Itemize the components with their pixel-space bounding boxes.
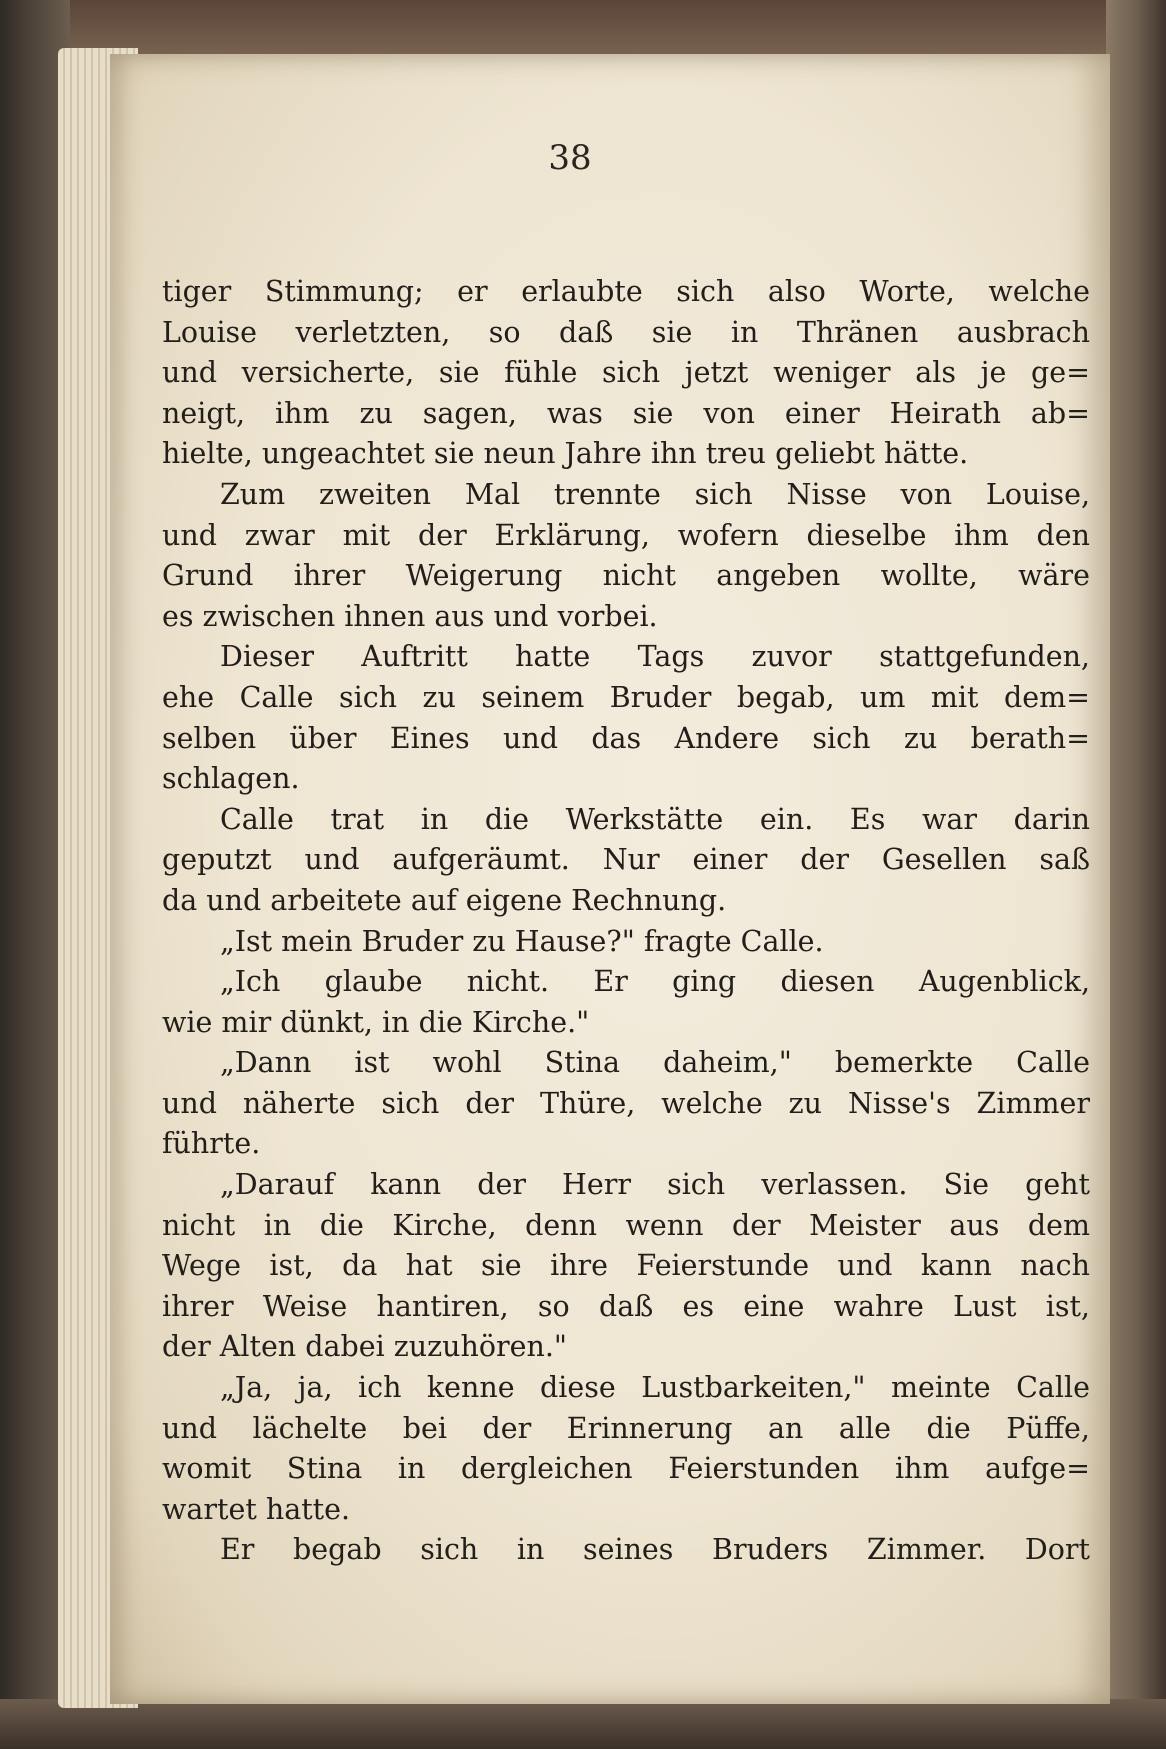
text-line: führte. — [162, 1127, 261, 1161]
text-line: und zwar mit der Erklärung, wofern dieselbe ihm den — [162, 518, 1090, 552]
book-cover-right — [1106, 0, 1166, 1749]
book-cover-top — [0, 0, 1166, 60]
text-line: Zum zweiten Mal trennte sich Nisse von Louise, — [220, 477, 1090, 511]
page-number: 38 — [548, 138, 592, 178]
text-line: Calle trat in die Werkstätte ein. Es war darin — [220, 802, 1090, 836]
text-line: selben über Eines und das Andere sich zu berath= — [162, 721, 1090, 755]
text-line: Louise verletzten, so daß sie in Thränen ausbrach — [162, 315, 1090, 349]
text-line: „Ja, ja, ich kenne diese Lustbarkeiten," meinte Calle — [220, 1371, 1090, 1405]
text-line: Wege ist, da hat sie ihre Feierstunde und kann nach — [162, 1249, 1090, 1283]
text-line: hielte, ungeachtet sie neun Jahre ihn treu geliebt hätte. — [162, 437, 969, 471]
text-line: und lächelte bei der Erinnerung an alle die Püffe, — [162, 1411, 1090, 1445]
text-line: da und arbeitete auf eigene Rechnung. — [162, 883, 727, 917]
text-line: nicht in die Kirche, denn wenn der Meister aus dem — [162, 1208, 1090, 1242]
text-line: und näherte sich der Thüre, welche zu Nisse's Zimmer — [162, 1086, 1090, 1120]
text-line: „Dann ist wohl Stina daheim," bemerkte Calle — [220, 1046, 1090, 1080]
text-line: wie mir dünkt, in die Kirche." — [162, 1005, 590, 1039]
text-line: neigt, ihm zu sagen, was sie von einer Heirath ab= — [162, 396, 1090, 430]
text-line: womit Stina in dergleichen Feierstunden ihm aufge= — [162, 1452, 1090, 1486]
text-line: Dieser Auftritt hatte Tags zuvor stattgefunden, — [220, 640, 1090, 674]
text-line: der Alten dabei zuzuhören." — [162, 1330, 568, 1364]
text-line: Grund ihrer Weigerung nicht angeben wollte, wäre — [162, 559, 1090, 593]
text-line: es zwischen ihnen aus und vorbei. — [162, 599, 658, 633]
text-line: und versicherte, sie fühle sich jetzt weniger als je ge= — [162, 356, 1090, 390]
text-line: ihrer Weise hantiren, so daß es eine wahre Lust ist, — [162, 1289, 1090, 1323]
text-line: Er begab sich in seines Bruders Zimmer. Dort — [220, 1533, 1090, 1567]
text-line: ehe Calle sich zu seinem Bruder begab, um mit dem= — [162, 680, 1090, 714]
body-text — [162, 272, 1090, 1571]
text-line: „Ich glaube nicht. Er ging diesen Augenblick, — [220, 965, 1090, 999]
text-line: „Ist mein Bruder zu Hause?" fragte Calle. — [220, 924, 824, 958]
text-line: tiger Stimmung; er erlaubte sich also Worte, welche — [162, 275, 1090, 308]
book-cover-bottom — [0, 1699, 1166, 1749]
text-line: wartet hatte. — [162, 1492, 351, 1526]
text-line: „Darauf kann der Herr sich verlassen. Sie geht — [220, 1168, 1090, 1202]
text-line: schlagen. — [162, 762, 300, 796]
text-line: geputzt und aufgeräumt. Nur einer der Gesellen saß — [162, 843, 1090, 877]
